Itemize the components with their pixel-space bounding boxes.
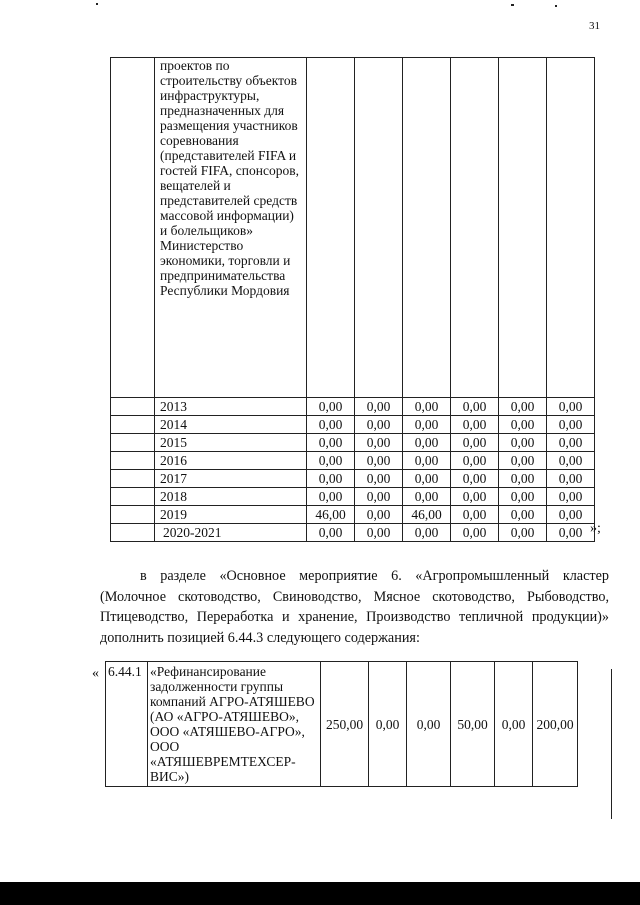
table-row: [111, 524, 595, 542]
value-cell: 0,00: [495, 662, 533, 787]
code-cell: [111, 398, 155, 416]
value-cell: 0,00: [547, 452, 595, 470]
value-cell: 0,00: [451, 452, 499, 470]
value-cell: 0,00: [403, 398, 451, 416]
year-cell: 2017: [155, 470, 307, 488]
opening-quote-mark: «: [92, 666, 99, 681]
value-cell: 0,00: [407, 662, 451, 787]
value-cell: 0,00: [307, 524, 355, 542]
value-cell: 0,00: [499, 416, 547, 434]
addition-table: [105, 661, 578, 787]
value-cell: 0,00: [355, 434, 403, 452]
value-cell: 0,00: [403, 524, 451, 542]
value-cell: 50,00: [451, 662, 495, 787]
code-cell: [111, 452, 155, 470]
value-cell: 0,00: [451, 416, 499, 434]
value-cell: [547, 58, 595, 398]
value-cell: 0,00: [355, 470, 403, 488]
description-cell: «Рефинансирование задолженности группы компаний АГРО-АТЯШЕВО (АО «АГРО-АТЯШЕВО», ООО «АТЯШЕВО-АГРО», ООО «АТЯШЕВРЕМТЕХСЕР-ВИС»): [148, 662, 321, 787]
value-cell: 46,00: [307, 506, 355, 524]
year-cell: 2014: [155, 416, 307, 434]
year-cell: 2015: [155, 434, 307, 452]
code-cell: [111, 434, 155, 452]
value-cell: 0,00: [499, 506, 547, 524]
margin-rule: [611, 669, 612, 819]
value-cell: 0,00: [499, 398, 547, 416]
value-cell: 0,00: [451, 524, 499, 542]
budget-table: [110, 57, 595, 542]
value-cell: 0,00: [547, 416, 595, 434]
table-row: [111, 470, 595, 488]
description-cell: проектов по строительству объектов инфраструктуры, предназначенных для размещения участников соревнования (представителей FIFA и гостей FIFA, спонсоров, вещателей и представителей средств массовой информации) и болельщиков» Министерство экономики, торговли и предпринимательства Республики Мордовия: [155, 58, 307, 398]
value-cell: [451, 58, 499, 398]
value-cell: 0,00: [355, 452, 403, 470]
value-cell: 0,00: [403, 488, 451, 506]
value-cell: 250,00: [321, 662, 369, 787]
value-cell: 0,00: [355, 524, 403, 542]
table-row: [111, 58, 595, 398]
value-cell: 0,00: [355, 398, 403, 416]
value-cell: [403, 58, 451, 398]
value-cell: 200,00: [533, 662, 578, 787]
page-number: 31: [589, 20, 600, 32]
value-cell: 0,00: [499, 452, 547, 470]
value-cell: 0,00: [547, 470, 595, 488]
value-cell: 0,00: [307, 488, 355, 506]
code-cell: 6.44.1: [106, 662, 148, 787]
value-cell: 0,00: [403, 416, 451, 434]
value-cell: 0,00: [499, 470, 547, 488]
value-cell: 0,00: [547, 488, 595, 506]
value-cell: 0,00: [547, 434, 595, 452]
scan-speck: [511, 4, 514, 6]
table-row: [111, 398, 595, 416]
value-cell: [355, 58, 403, 398]
value-cell: 0,00: [355, 488, 403, 506]
value-cell: 0,00: [307, 398, 355, 416]
table-row: [111, 488, 595, 506]
body-paragraph: [100, 566, 609, 648]
value-cell: 0,00: [369, 662, 407, 787]
value-cell: 0,00: [403, 470, 451, 488]
table-row: [111, 452, 595, 470]
value-cell: 0,00: [547, 398, 595, 416]
code-cell: [111, 470, 155, 488]
value-cell: 46,00: [403, 506, 451, 524]
scan-speck: [96, 3, 98, 5]
year-cell: 2019: [155, 506, 307, 524]
value-cell: 0,00: [355, 506, 403, 524]
code-cell: [111, 416, 155, 434]
value-cell: 0,00: [451, 506, 499, 524]
code-cell: [111, 506, 155, 524]
closing-quote-mark: »;: [590, 521, 601, 536]
value-cell: 0,00: [451, 488, 499, 506]
value-cell: 0,00: [403, 452, 451, 470]
value-cell: 0,00: [499, 488, 547, 506]
year-cell: 2020-2021: [155, 524, 307, 542]
code-cell: [111, 488, 155, 506]
value-cell: 0,00: [403, 434, 451, 452]
value-cell: 0,00: [307, 416, 355, 434]
value-cell: 0,00: [451, 434, 499, 452]
table-row: [111, 506, 595, 524]
year-cell: 2013: [155, 398, 307, 416]
value-cell: 0,00: [547, 506, 595, 524]
value-cell: 0,00: [451, 470, 499, 488]
value-cell: [499, 58, 547, 398]
value-cell: 0,00: [307, 452, 355, 470]
value-cell: 0,00: [499, 524, 547, 542]
value-cell: 0,00: [547, 524, 595, 542]
value-cell: 0,00: [355, 416, 403, 434]
value-cell: [307, 58, 355, 398]
paragraph-text: в разделе «Основное мероприятие 6. «Агропромышленный кластер (Молочное скотоводство, Свиноводство, Мясное скотоводство, Рыбоводство, Птицеводство, Переработка и хранение, Производство тепличной продукции)» дополнить позицией 6.44.3 следующего содержания:: [100, 568, 609, 646]
table-row: [111, 434, 595, 452]
year-cell: 2016: [155, 452, 307, 470]
table-row: [106, 662, 578, 787]
value-cell: 0,00: [499, 434, 547, 452]
value-cell: 0,00: [451, 398, 499, 416]
table-row: [111, 416, 595, 434]
value-cell: 0,00: [307, 470, 355, 488]
scan-bottom-border: [0, 882, 640, 905]
year-cell: 2018: [155, 488, 307, 506]
value-cell: 0,00: [307, 434, 355, 452]
code-cell: [111, 58, 155, 398]
code-cell: [111, 524, 155, 542]
scan-speck: [555, 5, 557, 7]
